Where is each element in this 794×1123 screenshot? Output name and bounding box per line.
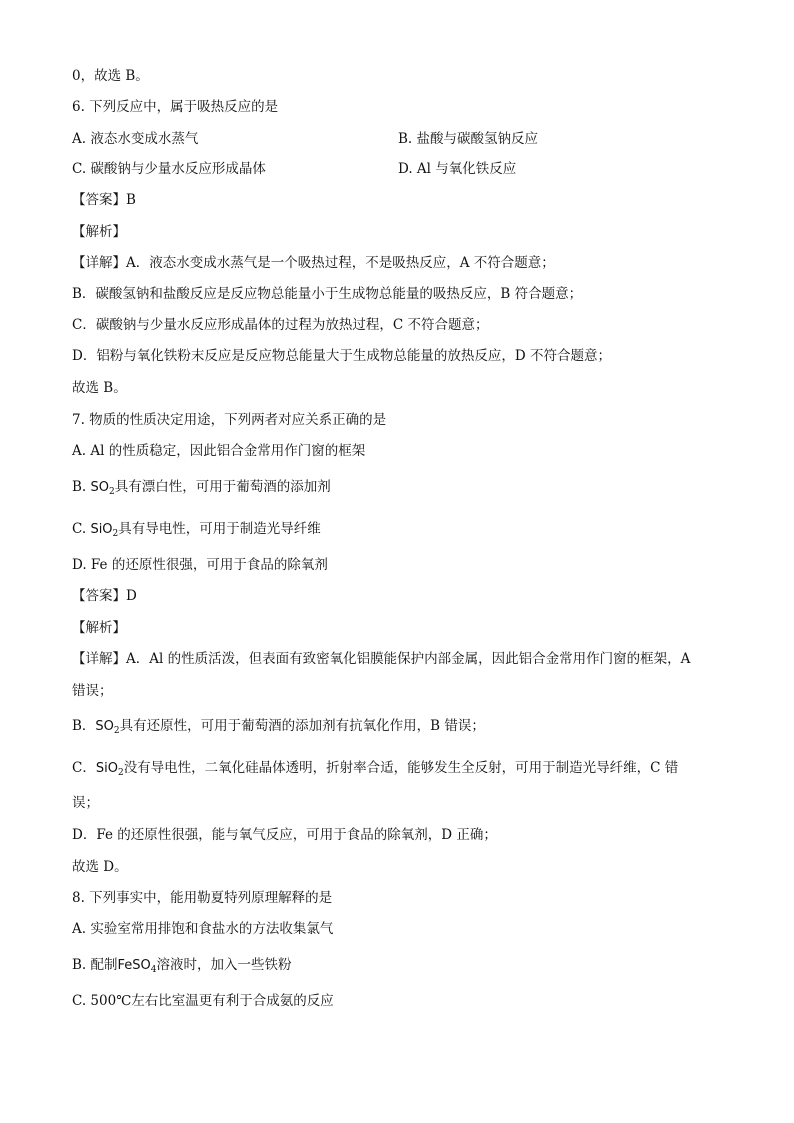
detail-line: 【详解】A．Al 的性质活泼，但表面有致密氧化铝膜能保护内部金属，因此铝合金常用作门窗的框架，A [72,651,691,667]
option-b: B. 盐酸与碳酸氢钠反应 [398,131,539,147]
detail-line: D．Fe 的还原性很强，能与氧气反应，可用于食品的除氧剂，D 正确； [72,827,497,843]
option-a: A. 液态水变成水蒸气 [72,131,199,147]
option-text: 溶液时，加入一些铁粉 [156,957,292,973]
analysis-label: 【解析】 [72,620,126,636]
detail-line: 错误； [72,683,113,699]
detail-text: 没有导电性，二氧化硅晶体透明，折射率合适，能够发生全反射，可用于制造光导纤维，C 错 [123,760,679,776]
detail-line: C．碳酸钠与少量水反应形成晶体的过程为放热过程，C 不符合题意； [72,317,489,333]
detail-line [72,758,678,783]
formula-subscript: 2 [112,529,119,539]
option-d: D. Al 与氧化铁反应 [398,161,517,177]
option-d: D. Fe 的还原性很强，可用于食品的除氧剂 [72,557,328,573]
option-b [72,955,292,980]
formula-subscript: 2 [117,768,124,778]
detail-line: D．铝粉与氧化铁粉末反应是反应物总能量大于生成物总能量的放热反应，D 不符合题意； [72,348,611,364]
chemical-formula: FeSO [117,958,151,973]
option-b [72,477,331,502]
option-prefix: B. 配制 [72,957,118,973]
chemical-formula: SO [95,719,114,734]
conclusion-line: 故选 B。 [72,380,127,396]
formula-subscript: 4 [150,965,157,975]
option-text: 具有漂白性，可用于葡萄酒的添加剂 [114,479,331,495]
option-a: A. Al 的性质稳定，因此铝合金常用作门窗的框架 [72,443,366,459]
detail-prefix: B． [72,718,96,734]
detail-line: 【详解】A．液态水变成水蒸气是一个吸热过程，不是吸热反应，A 不符合题意； [72,255,555,271]
option-prefix: B. [72,479,91,495]
chemical-formula: SO [90,480,109,495]
detail-line [72,716,485,741]
detail-prefix: C． [72,760,96,776]
detail-text: 具有还原性，可用于葡萄酒的添加剂有抗氧化作用，B 错误； [119,718,485,734]
answer-label: 【答案】D [72,588,137,604]
answer-label: 【答案】B [72,192,136,208]
conclusion-line: 故选 D。 [72,859,128,875]
question-8: 8. 下列事实中，能用勒夏特列原理解释的是 [72,890,333,906]
option-c: C. 碳酸钠与少量水反应形成晶体 [72,161,266,177]
analysis-label: 【解析】 [72,224,126,240]
detail-line: B．碳酸氢钠和盐酸反应是反应物总能量小于生成物总能量的吸热反应，B 符合题意； [72,286,583,302]
option-c [72,519,321,544]
chemical-formula: SiO [90,522,113,537]
question-6: 6. 下列反应中，属于吸热反应的是 [72,99,279,115]
option-prefix: C. [72,521,91,537]
option-c: C. 500℃左右比室温更有利于合成氨的反应 [72,993,334,1009]
detail-line: 误； [72,795,99,811]
formula-subscript: 2 [113,726,120,736]
text-line: 0，故选 B。 [72,68,149,84]
formula-subscript: 2 [109,487,115,497]
chemical-formula: SiO [95,761,118,776]
option-a: A. 实验室常用排饱和食盐水的方法收集氯气 [72,921,334,937]
option-text: 具有导电性，可用于制造光导纤维 [118,521,321,537]
question-7: 7. 物质的性质决定用途，下列两者对应关系正确的是 [72,412,387,428]
